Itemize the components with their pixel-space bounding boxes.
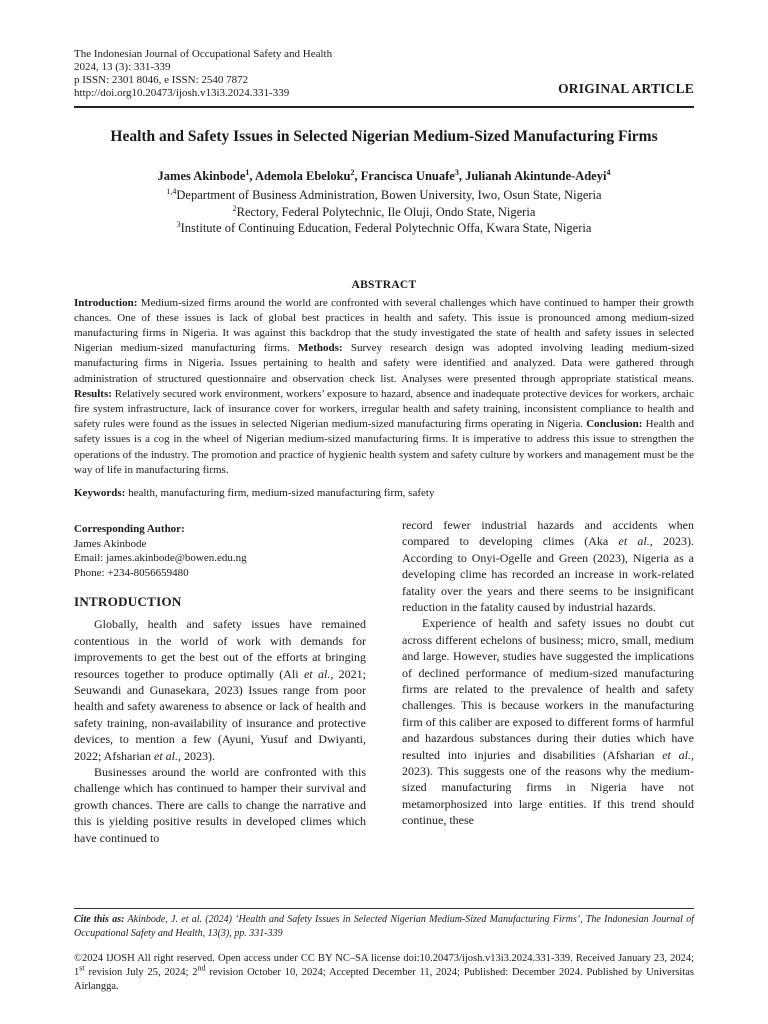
abstract-body [74,296,694,478]
author-affil-mark: 2 [350,167,355,177]
text-run: ©2024 IJOSH All right reserved. Open access under CC BY NC–SA license doi:10.20473/ijosh.v13i3.2024.331-339. Received January 23, 2024; 1 [74,953,694,978]
paper-title: Health and Safety Issues in Selected Nigerian Medium-Sized Manufacturing Firms [110,128,658,145]
text-run: record fewer industrial hazards and accidents when compared to developing climes (Aka [402,517,694,549]
abstract-conclusion-label: Conclusion: [586,418,643,431]
text-run: Globally, health and safety issues have remained contentious in the world of work with demands for improvements to get the best out of the efforts at bringing resources together to produce optimally (Ali [74,617,366,681]
author-separator: , [458,169,466,183]
journal-header [74,48,694,100]
affiliation-text: Department of Business Administration, Bowen University, Iwo, Osun State, Nigeria [176,188,602,202]
author-separator: , [354,169,361,183]
affiliation-mark: 2 [232,203,237,213]
abstract-conclusion-text: Health and safety issues is a cog in the wheel of Nigerian medium-sized manufacturing firms. It is imperative to address this issue to strengthen the operations of the industry. The promotion and practice of hygienic health system and safety culture by workers and management must be the way of life in manufacturing firms. [74,418,694,476]
abstract-intro-label: Introduction: [74,296,138,309]
keywords-text: health, manufacturing firm, medium-sized manufacturing firm, safety [125,486,435,499]
body-columns [74,517,694,846]
corresponding-email[interactable]: Email: james.akinbode@bowen.edu.ng [74,552,247,565]
citation [74,913,694,940]
corresponding-author [74,522,366,580]
intro-paragraph [402,517,694,615]
journal-issn: p ISSN: 2301 8046, e ISSN: 2540 7872 [74,74,249,86]
affiliation-mark: 3 [176,219,181,229]
affiliation-list [74,187,694,237]
ordinal-suffix: st [79,963,85,973]
author-list [74,169,694,184]
intro-paragraph [402,615,694,828]
header-divider [74,106,694,108]
intro-paragraph: Businesses around the world are confronted with this challenge which has continued to hamper their survival and growth chances. There are calls to change the narrative and this is yielding positive results in developed climes which have continued to [74,764,366,845]
journal-volume: 2024, 13 (3): 331-339 [74,61,171,73]
affiliation-text: Rectory, Federal Polytechnic, Ile Oluji, Ondo State, Nigeria [236,204,536,219]
abstract-methods-text: Survey research design was adopted involving leading medium-sized manufacturing firms in Nigeria. Issues pertaining to health and safety were identified and analyzed. Data were gathered through administration of structured questionnaire and observation check list. Analyses were presented through appropriate statistical means. [74,342,694,385]
affiliation [74,204,694,221]
keywords-label: Keywords: [74,486,126,499]
corresponding-name: James Akinbode [74,537,147,550]
page [74,48,694,846]
article-type-label: ORIGINAL ARTICLE [558,81,694,96]
author-affil-mark: 3 [454,167,459,177]
et-al: et al. [154,748,178,763]
cite-label: Cite this as: [74,914,125,925]
right-column [402,517,694,846]
abstract-methods-label: Methods: [297,342,343,355]
intro-paragraph [74,616,366,764]
abstract-heading: ABSTRACT [351,278,417,291]
ordinal-suffix: nd [197,963,206,973]
keywords [74,487,694,499]
text-run: , 2021; Seuwandi and Gunasekara, 2023) Issues range from poor health and safety awareness to absence or lack of health and safety training, non-availability of insurance and protective devices, to mention a few (Ayuni, Yusuf and Dwiyanti, 2022; Afsharian [74,666,367,763]
abstract-results-label: Results: [74,387,112,400]
affiliation [74,220,694,237]
abstract-intro-text: Medium-sized firms around the world are confronted with several challenges which have continued to hamper their growth chances. One of these issues is lack of global best practices in health and safety. This issue is pronounced among medium-sized manufacturing firms in Nigeria. It was against this backdrop that the study investigated the state of health and safety issues in selected Nigerian medium-sized manufacturing firms. [74,296,694,355]
affiliation-mark: 1,4 [166,186,177,196]
text-run: revision October 10, 2024; Accepted December 11, 2024; Published: December 2024. Published by Universitas Airlangga. [74,967,694,992]
journal-name: The Indonesian Journal of Occupational Safety and Health [74,48,333,60]
author-separator: , [249,169,255,183]
affiliation-text: Institute of Continuing Education, Federal Polytechnic Offa, Kwara State, Nigeria [180,221,592,235]
introduction-heading: INTRODUCTION [74,594,182,610]
author-affil-mark: 1 [245,167,250,177]
et-al: et al. [618,534,650,549]
abstract-results-text: Relatively secured work environment, workers’ exposure to hazard, absence and inadequate protective devices for workers, archaic fire system infrastructure, lack of insurance cover for workers, irregular health and safety training, inconsistent compliance to health and safety rules were found as the issues in selected Nigerian medium-sized manufacturing firms operating in Nigeria. [74,387,694,431]
text-run: , 2023). This suggests one of the reasons why the medium-sized manufacturing firms in Nigeria have not metamorphosized into large entities. If this trend should continue, these [402,747,694,828]
corresponding-label: Corresponding Author: [74,522,185,535]
license-notice [74,952,694,994]
left-column [74,517,366,846]
text-run: Experience of health and safety issues no doubt cut across different echelons of business; micro, small, medium and large. However, studies have suggested the implications of declined performance of medium-sized manufacturing firms are related to the prevalence of health and safety challenges. This is because workers in the manufacturing firm of this caliber are exposed to different forms of harmful and hazardous substances during their duties which have resulted into injuries and disabilities (Afsharian [402,616,694,762]
affiliation [74,187,694,204]
text-run: revision July 25, 2024; 2 [84,967,198,978]
et-al: et al. [662,747,691,762]
corresponding-phone: Phone: +234-8056659480 [74,566,189,579]
author-name: James Akinbode [157,169,246,183]
author-name: Francisca Unuafe [360,169,455,183]
text-run: , 2023). [178,748,215,763]
author-name: Ademola Ebeloku [254,169,351,183]
journal-doi-link[interactable]: http://doi.org10.20473/ijosh.v13i3.2024.331-339 [74,87,290,99]
et-al: et al. [303,666,331,681]
text-run: , 2023). According to Onyi-Ogelle and Green (2023), Nigeria as a developing clime has recorded an increase in work-related fatality over the years and there seems to be insignificant reduction in the fatality caused by industrial hazards. [402,534,695,614]
author-name: Julianah Akintunde-Adeyi [465,169,607,183]
page-footer [74,908,694,994]
cite-text: Akinbode, J. et al. (2024) ‘Health and Safety Issues in Selected Nigerian Medium-Sized Manufacturing Firms’, The Indonesian Journal of Occupational Safety and Health, 13(3), pp. 331-339 [74,914,694,939]
author-affil-mark: 4 [606,167,611,177]
footer-divider [74,908,694,909]
